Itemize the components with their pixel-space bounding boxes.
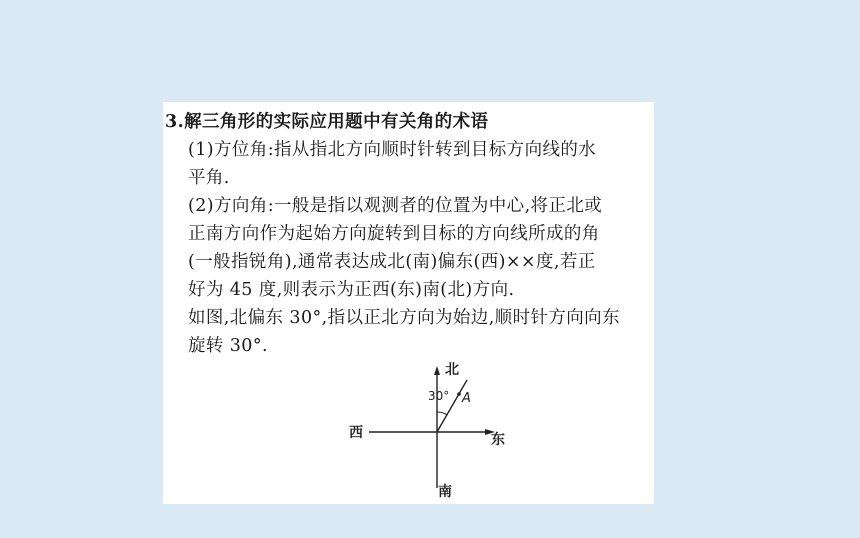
ray-oa (437, 380, 467, 432)
point-a-dot (457, 392, 461, 396)
text-line: (2)方向角:一般是指以观测者的位置为中心,将正北或 (188, 196, 603, 216)
text-line: 旋转 30°. (188, 336, 268, 356)
label-north: 北 (445, 362, 459, 378)
label-point-a: A (462, 391, 471, 406)
label-west: 西 (349, 425, 363, 441)
text-line: (1)方位角:指从指北方向顺时针转到目标方向线的水 (188, 140, 597, 160)
angle-arc (437, 412, 447, 415)
label-east: 东 (491, 432, 505, 448)
text-line: 正南方向作为起始方向旋转到目标的方向线所成的角 (188, 224, 600, 244)
label-south: 南 (438, 484, 452, 500)
direction-diagram (333, 360, 503, 498)
label-angle: 30° (428, 389, 450, 403)
content-card (163, 102, 654, 504)
north-arrow-icon (434, 366, 440, 375)
section-title: 3.解三角形的实际应用题中有关角的术语 (165, 112, 489, 132)
text-line: 如图,北偏东 30°,指以正北方向为始边,顺时针方向向东 (188, 308, 620, 328)
text-line: 好为 45 度,则表示为正西(东)南(北)方向. (188, 280, 515, 300)
text-line: 平角. (188, 168, 230, 188)
text-line: (一般指锐角),通常表达成北(南)偏东(西)××度,若正 (188, 252, 596, 272)
